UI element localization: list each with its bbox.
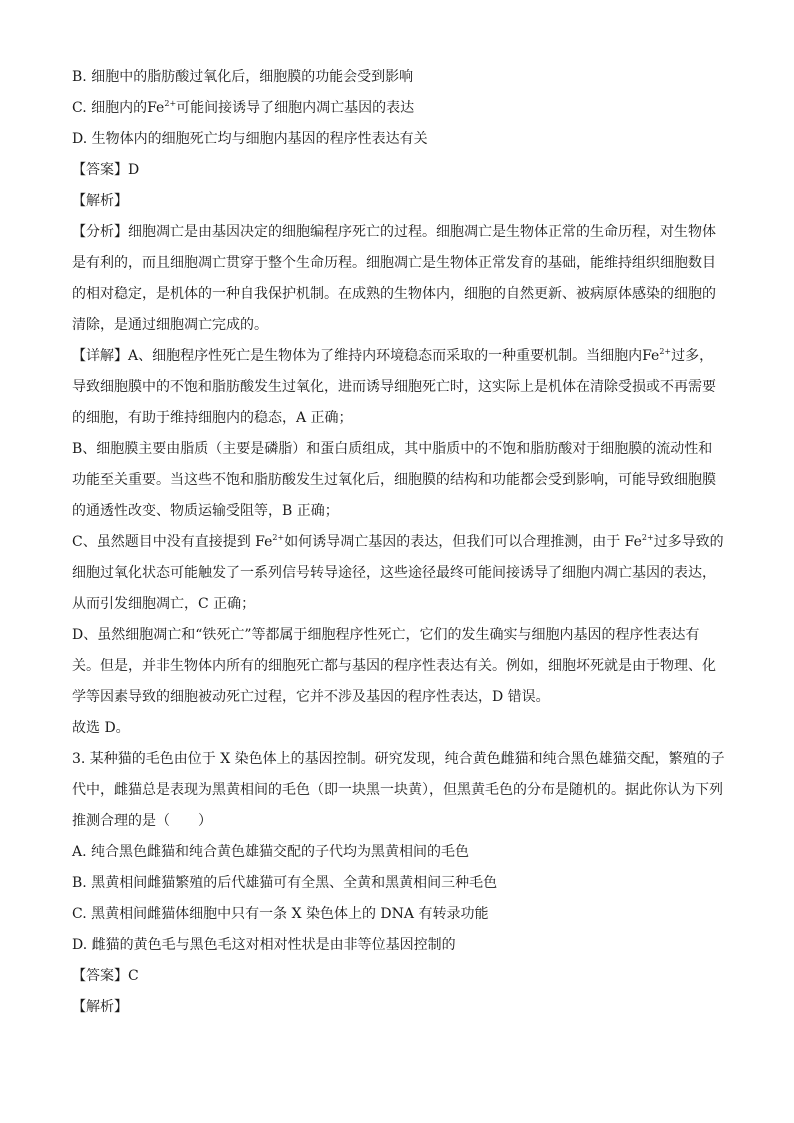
q2-option-c-text-post: 可能间接诱导了细胞内凋亡基因的表达 [176,100,415,116]
q3-option-b: B. 黑黄相间雌猫繁殖的后代雄猫可有全黑、全黄和黑黄相间三种毛色 [72,875,498,891]
text-line: D、虽然细胞凋亡和“铁死亡”等都属于细胞程序性死亡，它们的发生确实与细胞内基因的程序性表达有 [72,627,700,643]
q2-answer: 【答案】D [72,162,140,178]
text-line [72,527,734,558]
q2-conclusion: 故选 D。 [72,720,130,736]
text-line: 学等因素导致的细胞被动死亡过程，它并不涉及基因的程序性表达，D 错误。 [72,689,550,705]
superscript: 2+ [272,533,285,542]
text-segment: C、虽然题目中没有直接提到 Fe [72,534,273,550]
q3-option-c: C. 黑黄相间雌猫体细胞中只有一条 X 染色体上的 DNA 有转录功能 [72,906,489,922]
text-line: B、细胞膜主要由脂质（主要是磷脂）和蛋白质组成，其中脂质中的不饱和脂肪酸对于细胞膜的流动性和 [72,441,713,457]
text-line [72,341,734,372]
text-line: 【分析】细胞凋亡是由基因决定的细胞编程序死亡的过程。细胞凋亡是生物体正常的生命历程，对生物体 [72,224,716,240]
q2-xiangjie-b-paragraph [72,434,734,527]
text-line: 推测合理的是（ ） [72,813,212,829]
q2-fenxi-paragraph [72,217,734,341]
text-line: 细胞过氧化状态可能触发了一系列信号转导途径，这些途径最终可能间接诱导了细胞内凋亡基因的表达， [72,565,716,581]
q2-option-b: B. 细胞中的脂肪酸过氧化后，细胞膜的功能会受到影响 [72,69,414,85]
q2-option-c [72,93,734,124]
text-segment: 过多， [671,348,714,364]
text-line: 3. 某种猫的毛色由位于 X 染色体上的基因控制。研究发现，纯合黄色雌猫和纯合黑色雄猫交配，繁殖的子 [72,751,725,767]
q2-option-c-text-pre: C. 细胞内的Fe [72,100,165,116]
text-line: 的细胞，有助于维持细胞内的稳态，A 正确； [72,410,353,426]
q2-xiangjie-d-paragraph [72,620,734,713]
text-line: 清除，是通过细胞凋亡完成的。 [72,317,268,333]
q3-option-a: A. 纯合黑色雌猫和纯合黄色雄猫交配的子代均为黑黄相间的毛色 [72,844,470,860]
q2-xiangjie-c-paragraph [72,527,734,620]
text-line: 代中，雌猫总是表现为黑黄相间的毛色（即一块黑一块黄），但黑黄毛色的分布是随机的。据此你认为下列 [72,782,723,798]
superscript: 2+ [659,347,672,356]
q2-option-d: D. 生物体内的细胞死亡均与细胞内基因的程序性表达有关 [72,131,428,147]
q3-option-d: D. 雌猫的黄色毛与黑色毛这对相对性状是由非等位基因控制的 [72,937,456,953]
text-line: 导致细胞膜中的不饱和脂肪酸发生过氧化，进而诱导细胞死亡时，这实际上是机体在清除受损或不再需要 [72,379,716,395]
q3-answer: 【答案】C [72,968,139,984]
text-segment: 过多导致的 [653,534,724,550]
q2-xiangjie-a-paragraph [72,341,734,434]
text-line: 是有利的，而且细胞凋亡贯穿于整个生命历程。细胞凋亡是生物体正常发育的基础，能维持组织细胞数目 [72,255,716,271]
text-line: 的通透性改变、物质运输受阻等，B 正确； [72,503,339,519]
superscript: 2+ [641,533,654,542]
q3-analysis-label: 【解析】 [72,999,128,1015]
q3-stem [72,744,734,837]
text-line: 功能至关重要。当这些不饱和脂肪酸发生过氧化后，细胞膜的结构和功能都会受到影响，可能导致细胞膜 [72,472,716,488]
text-line: 的相对稳定，是机体的一种自我保护机制。在成熟的生物体内，细胞的自然更新、被病原体感染的细胞的 [72,286,716,302]
text-segment: 【详解】A、细胞程序性死亡是生物体为了维持内环境稳态而采取的一种重要机制。当细胞内Fe [72,348,660,364]
text-line: 从而引发细胞凋亡，C 正确； [72,596,256,612]
superscript: 2+ [164,99,177,108]
q2-analysis-label: 【解析】 [72,193,128,209]
text-segment: 如何诱导凋亡基因的表达，但我们可以合理推测，由于 Fe [284,534,642,550]
text-line: 关。但是，并非生物体内所有的细胞死亡都与基因的程序性表达有关。例如，细胞坏死就是由于物理、化 [72,658,716,674]
